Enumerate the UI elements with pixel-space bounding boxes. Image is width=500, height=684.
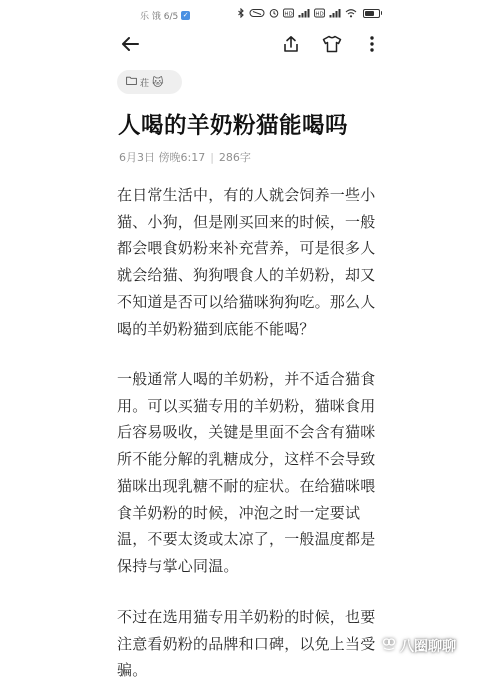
folder-icon <box>126 76 137 88</box>
status-bar-right <box>237 8 383 18</box>
back-button[interactable] <box>118 34 142 58</box>
tshirt-icon <box>322 35 342 57</box>
svg-text:HD: HD <box>314 11 324 18</box>
share-button[interactable] <box>279 34 303 58</box>
watermark-text: 八圈聊聊 <box>400 639 456 655</box>
article-paragraph: 不过在选用猫专用羊奶粉的时候，也要注意看奶粉的品牌和口碑，以免上当受骗。 <box>117 608 376 680</box>
status-time-text: 乐 饿 6/5 <box>140 12 179 22</box>
battery-icon <box>363 9 383 18</box>
back-arrow-icon <box>120 36 140 56</box>
article-date: 6月3日 傍晚6:17 <box>119 151 206 164</box>
meta-separator: | <box>210 150 214 164</box>
article-meta <box>119 149 251 165</box>
alarm-icon <box>269 8 279 18</box>
svg-text:HD: HD <box>283 11 293 18</box>
status-bar-left <box>140 9 190 22</box>
notification-app-icon: ✓ <box>182 11 189 19</box>
hd-badge-icon <box>283 8 294 18</box>
share-icon <box>282 35 300 57</box>
watermark-logo-icon <box>382 637 396 655</box>
cat-emoji-icon: 🐱 <box>152 75 164 89</box>
hd-badge-2-icon <box>314 8 325 18</box>
article-paragraph: 在日常生活中，有的人就会饲养一些小猫、小狗，但是刚买回来的时候，一般都会喂食奶粉来补充营养，可是很多人就会给猫、狗狗喂食人的羊奶粉，却又不知道是否可以给猫咪狗狗吃。那么人喝的羊奶粉猫到底能不能喝？ <box>117 186 376 338</box>
signal-icon <box>298 8 310 18</box>
theme-button[interactable] <box>320 34 344 58</box>
folder-tag-text: 荘 <box>140 78 150 89</box>
more-vertical-icon <box>369 35 375 57</box>
article-title: 人喝的羊奶粉猫能喝吗 <box>118 113 349 139</box>
article-paragraph: 一般通常人喝的羊奶粉，并不适合猫食用。可以买猫专用的羊奶粉，猫咪食用后容易吸收，关键是里面不会含有猫咪所不能分解的乳糖成分，这样不会导致猫咪出现乳糖不耐的症状。在给猫咪喂食羊奶粉的时候，冲泡之时一定要试温，不要太烫或太凉了，一般温度都是保持与掌心同温。 <box>117 370 376 575</box>
wifi-icon <box>345 8 357 18</box>
folder-tag[interactable] <box>117 70 182 94</box>
bluetooth-icon <box>237 8 245 18</box>
article-word-count: 286字 <box>218 151 251 164</box>
vibrate-icon <box>249 8 265 18</box>
more-button[interactable] <box>360 34 384 58</box>
watermark <box>382 636 456 656</box>
signal-2-icon <box>329 8 341 18</box>
